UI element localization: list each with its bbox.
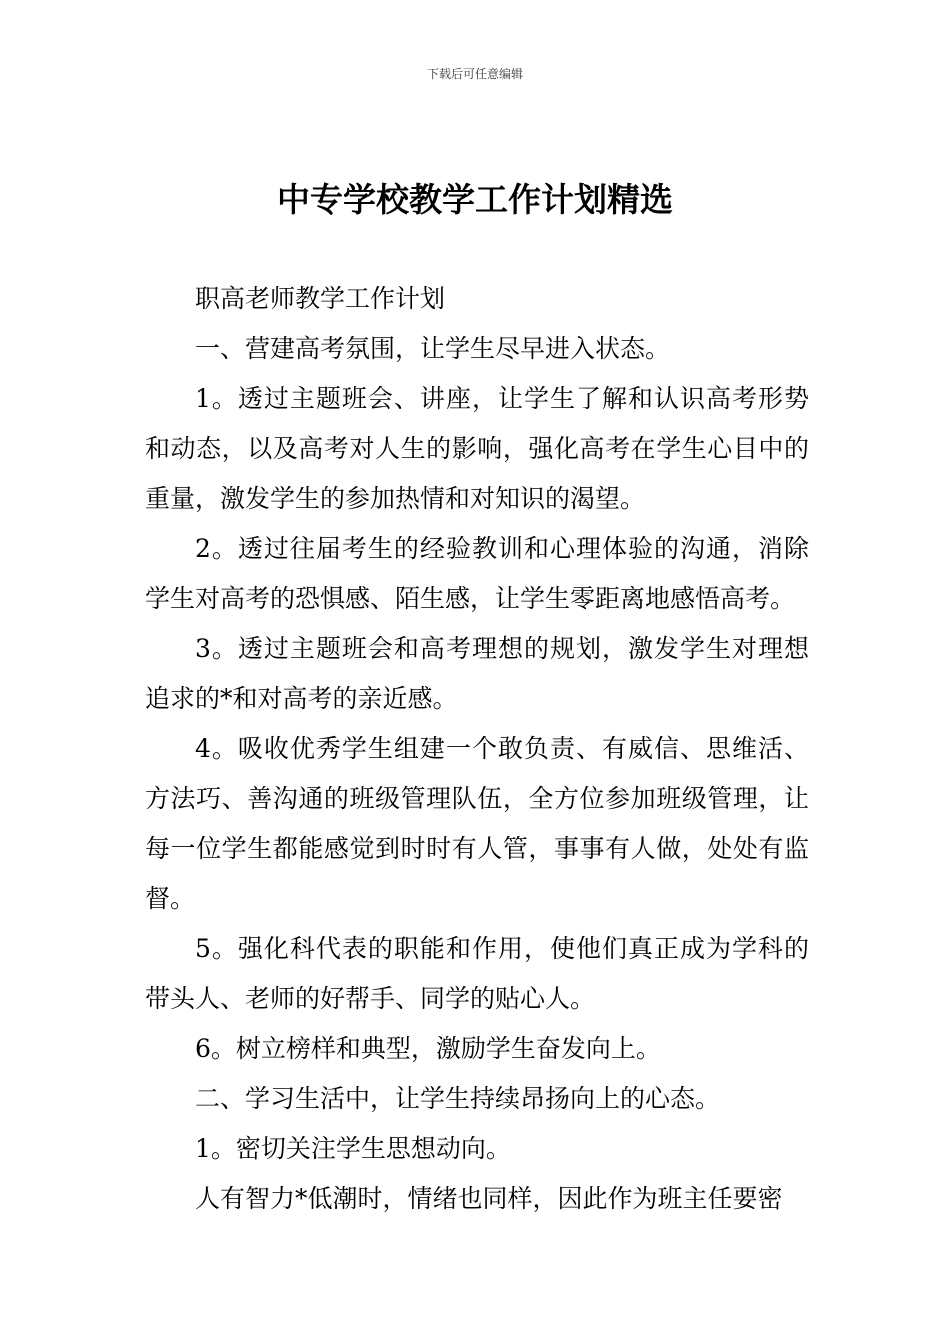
document-title: 中专学校教学工作计划精选 <box>277 180 673 219</box>
paragraph-item-6: 6。树立榜样和典型，激励学生奋发向上。 <box>195 1034 661 1063</box>
section-heading-1: 一、营建高考氛围，让学生尽早进入状态。 <box>195 334 671 363</box>
paragraph-item-2-1: 1。密切关注学生思想动向。 <box>195 1134 511 1163</box>
paragraph-item-5: 5。强化科代表的职能和作用，使他们真正成为学科的带头人、老师的好帮手、同学的贴心人。 <box>145 934 809 1013</box>
section-heading-2: 二、学习生活中，让学生持续昂扬向上的心态。 <box>195 1084 721 1113</box>
paragraph-continuation: 人有智力*低潮时，情绪也同样，因此作为班主任要密 <box>195 1184 783 1213</box>
subtitle-paragraph: 职高老师教学工作计划 <box>195 284 446 313</box>
paragraph-item-3: 3。透过主题班会和高考理想的规划，激发学生对理想追求的*和对高考的亲近感。 <box>145 634 809 713</box>
paragraph-item-1: 1。透过主题班会、讲座，让学生了解和认识高考形势和动态，以及高考对人生的影响，强化高考在学生心目中的重量，激发学生的参加热情和对知识的渴望。 <box>145 384 809 513</box>
header-note: 下载后可任意编辑 <box>426 67 523 81</box>
paragraph-item-4: 4。吸收优秀学生组建一个敢负责、有威信、思维活、方法巧、善沟通的班级管理队伍，全方位参加班级管理，让每一位学生都能感觉到时时有人管，事事有人做，处处有监督。 <box>145 734 809 913</box>
document-body <box>145 274 809 1224</box>
paragraph-item-2: 2。透过往届考生的经验教训和心理体验的沟通，消除学生对高考的恐惧感、陌生感，让学生零距离地感悟高考。 <box>145 534 809 613</box>
